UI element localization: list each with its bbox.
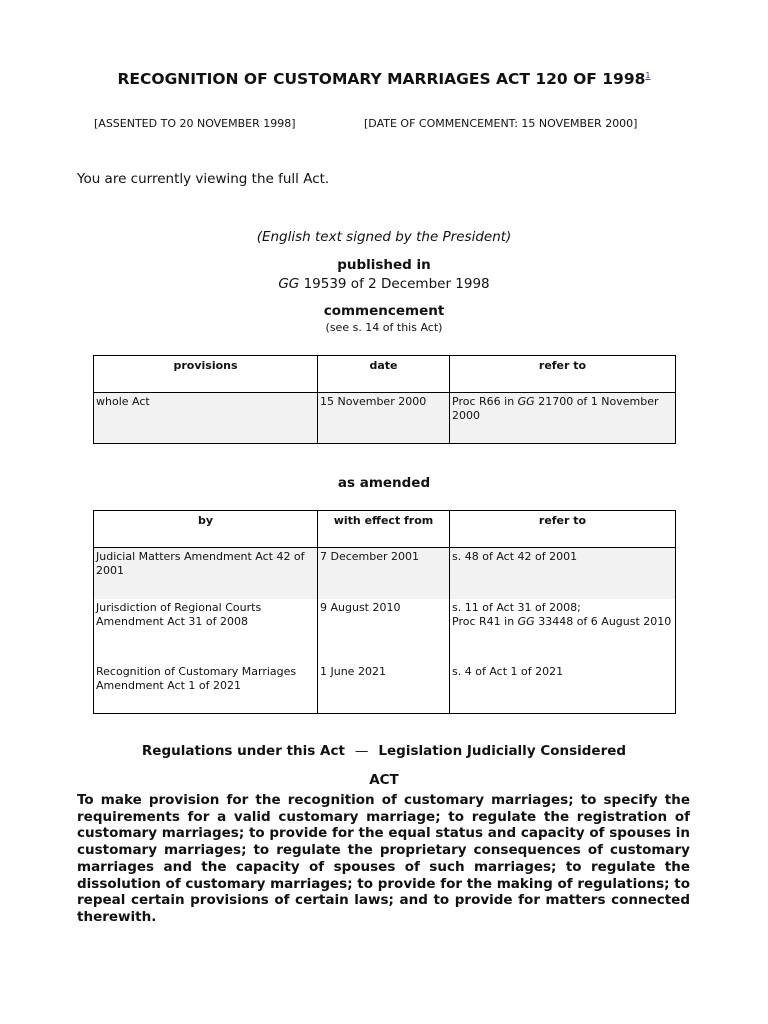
footnote-link[interactable]: 1 [645, 70, 651, 80]
commencement-heading: commencement [323, 303, 445, 319]
act-long-title: To make provision for the recognition of customary marriages; to specify the requirements for a valid customary marriage; to regulate the registration of customary marriages; to provide for the equal status and capacity of spouses in customary marriages; to regulate the proprietary consequences of customary marriages and the capacity of spouses of such marriages; to regulate the dissolution of customary marriages; to provide for the making of regulations; to repeal certain provisions of certain laws; and to provide for matters connected therewith. [77, 792, 690, 925]
refer-suffix: 21700 of 1 November 2000 [452, 395, 659, 422]
table-header-row [94, 356, 676, 393]
commencement-note: (see s. 14 of this Act) [325, 321, 443, 334]
cell-by: Recognition of Customary Marriages Amendment Act 1 of 2021 [94, 663, 318, 714]
cell-refer-to: s. 48 of Act 42 of 2001 [450, 548, 676, 599]
table-row [94, 548, 676, 599]
refer-prefix: Proc R41 in [452, 614, 518, 628]
judicially-considered-link[interactable]: Legislation Judicially Considered [378, 743, 627, 759]
refer-line: s. 11 of Act 31 of 2008; [452, 600, 581, 614]
cell-by: Jurisdiction of Regional Courts Amendment Act 31 of 2008 [94, 599, 318, 663]
viewing-note: You are currently viewing the full Act. [77, 171, 330, 187]
gazette-abbrev: GG [517, 614, 535, 628]
act-heading: ACT [369, 772, 399, 788]
gazette-abbrev: GG [278, 276, 300, 292]
cell-refer-to: s. 4 of Act 1 of 2021 [450, 663, 676, 714]
table-row [94, 393, 676, 444]
commencement-date: [DATE OF COMMENCEMENT: 15 NOVEMBER 2000] [364, 117, 638, 130]
cell-effect: 1 June 2021 [318, 663, 450, 714]
column-header-effect: with effect from [318, 511, 450, 548]
column-header-by: by [94, 511, 318, 548]
table-row [94, 599, 676, 663]
column-header-date: date [318, 356, 450, 393]
cell-date: 15 November 2000 [318, 393, 450, 444]
assented-date: [ASSENTED TO 20 NOVEMBER 1998] [94, 117, 296, 130]
table-header-row [94, 511, 676, 548]
cell-refer-to [450, 599, 676, 663]
refer-prefix: Proc R66 in [452, 395, 518, 408]
published-heading: published in [337, 257, 431, 273]
column-header-refer-to: refer to [450, 511, 676, 548]
act-title: RECOGNITION OF CUSTOMARY MARRIAGES ACT 120 OF 1998 [117, 70, 646, 88]
refer-suffix: 33448 of 6 August 2010 [534, 614, 672, 628]
related-links [0, 743, 768, 759]
signed-by-note: (English text signed by the President) [256, 229, 512, 245]
cell-effect: 9 August 2010 [318, 599, 450, 663]
published-detail [0, 276, 768, 292]
table-row [94, 663, 676, 714]
regulations-link[interactable]: Regulations under this Act [141, 743, 345, 759]
as-amended-heading: as amended [337, 475, 431, 491]
cell-by: Judicial Matters Amendment Act 42 of 2001 [94, 548, 318, 599]
gazette-abbrev: GG [517, 395, 535, 408]
commencement-table [93, 355, 676, 444]
page-title [0, 70, 768, 88]
gazette-detail: 19539 of 2 December 1998 [299, 276, 490, 292]
cell-refer-to [450, 393, 676, 444]
cell-effect: 7 December 2001 [318, 548, 450, 599]
column-header-provisions: provisions [94, 356, 318, 393]
column-header-refer-to: refer to [450, 356, 676, 393]
link-separator: — [354, 743, 369, 759]
amendments-table [93, 510, 676, 714]
cell-provisions: whole Act [94, 393, 318, 444]
